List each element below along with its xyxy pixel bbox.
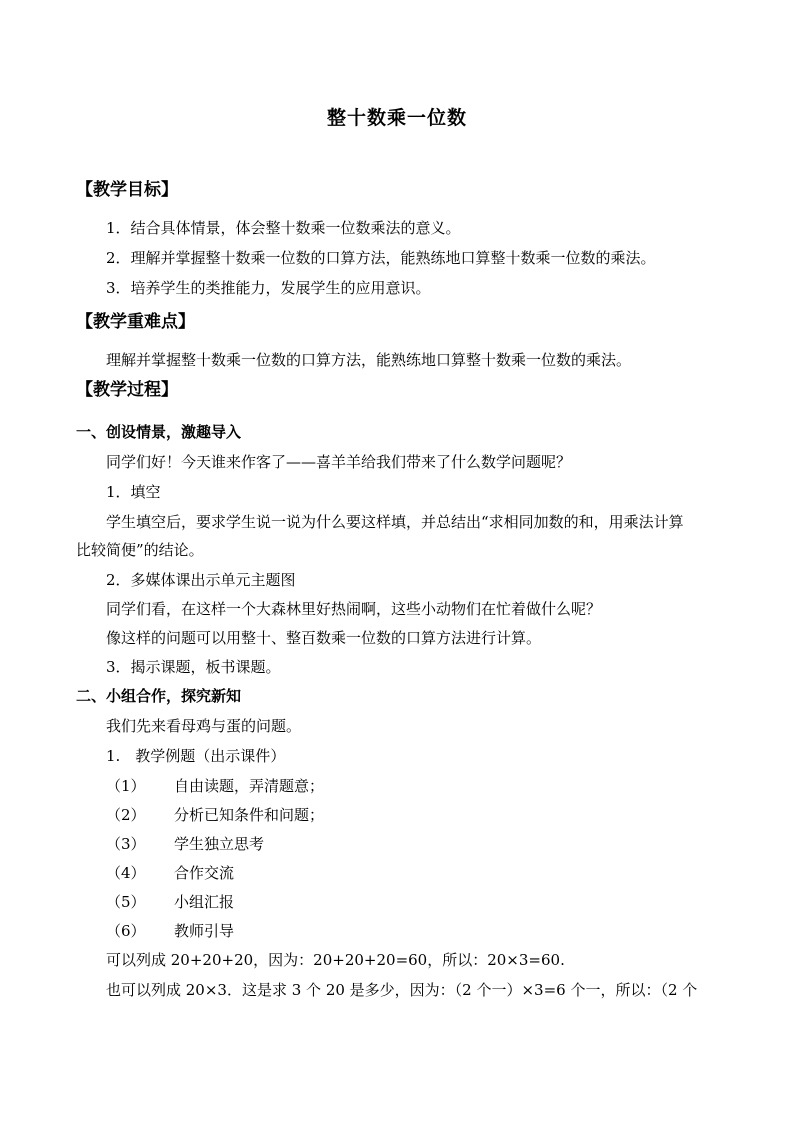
substep-item	[106, 921, 234, 941]
section1-step2-text2: 像这样的问题可以用整十、整百数乘一位数的口算方法进行计算。	[106, 629, 542, 647]
substep-text: 学生独立思考	[174, 835, 265, 853]
objective-item-1: 1．结合具体情景，体会整十数乘一位数乘法的意义。	[106, 219, 461, 237]
substep-number: （3）	[106, 835, 146, 853]
section2-title: 二、小组合作，探究新知	[76, 687, 242, 705]
method2-text: 也可以列成 20×3．这是求 3 个 20 是多少，因为：（2 个一）×3=6 个一，所以：（2 个	[106, 981, 698, 999]
substep-text: 教师引导	[174, 922, 235, 940]
process-heading: 【教学过程】	[76, 380, 178, 400]
substep-text: 自由读题，弄清题意；	[174, 777, 325, 795]
section1-step2: 2．多媒体课出示单元主题图	[106, 571, 296, 589]
document-title: 整十数乘一位数	[326, 107, 467, 129]
method1-text: 可以列成 20+20+20，因为：20+20+20=60，所以：20×3=60.	[106, 951, 565, 969]
substep-number: （4）	[106, 864, 146, 882]
section1-step1-text-line2: 比较简便”的结论。	[76, 541, 204, 559]
section1-step1-text-line1: 学生填空后，要求学生说一说为什么要这样填，并总结出“求相同加数的和，用乘法计算	[106, 513, 684, 531]
section1-title: 一、创设情景，激趣导入	[76, 423, 242, 441]
section1-step3: 3．揭示课题，板书课题。	[106, 658, 281, 676]
key-points-text: 理解并掌握整十数乘一位数的口算方法，能熟练地口算整十数乘一位数的乘法。	[106, 351, 632, 369]
section2-step1: 1. 教学例题（出示课件）	[106, 747, 286, 765]
substep-number: （2）	[106, 806, 146, 824]
objectives-heading: 【教学目标】	[76, 180, 178, 200]
objective-item-2: 2．理解并掌握整十数乘一位数的口算方法，能熟练地口算整十数乘一位数的乘法。	[106, 249, 656, 267]
substep-item	[106, 863, 234, 883]
objective-item-3: 3．培养学生的类推能力，发展学生的应用意识。	[106, 279, 431, 297]
substep-item	[106, 805, 324, 825]
substep-item	[106, 834, 264, 854]
substep-item	[106, 892, 234, 912]
substep-text: 小组汇报	[174, 893, 235, 911]
substep-item	[106, 776, 324, 796]
substep-text: 合作交流	[174, 864, 235, 882]
key-points-heading: 【教学重难点】	[76, 312, 195, 332]
substep-number: （5）	[106, 893, 146, 911]
section1-step2-text1: 同学们看，在这样一个大森林里好热闹啊，这些小动物们在忙着做什么呢？	[106, 600, 602, 618]
substep-number: （6）	[106, 922, 146, 940]
section2-intro: 我们先来看母鸡与蛋的问题。	[106, 717, 302, 735]
substep-text: 分析已知条件和问题；	[174, 806, 325, 824]
section1-step1: 1．填空	[106, 483, 161, 501]
substep-number: （1）	[106, 777, 146, 795]
section1-intro: 同学们好！今天谁来作客了——喜羊羊给我们带来了什么数学问题呢？	[106, 453, 572, 471]
